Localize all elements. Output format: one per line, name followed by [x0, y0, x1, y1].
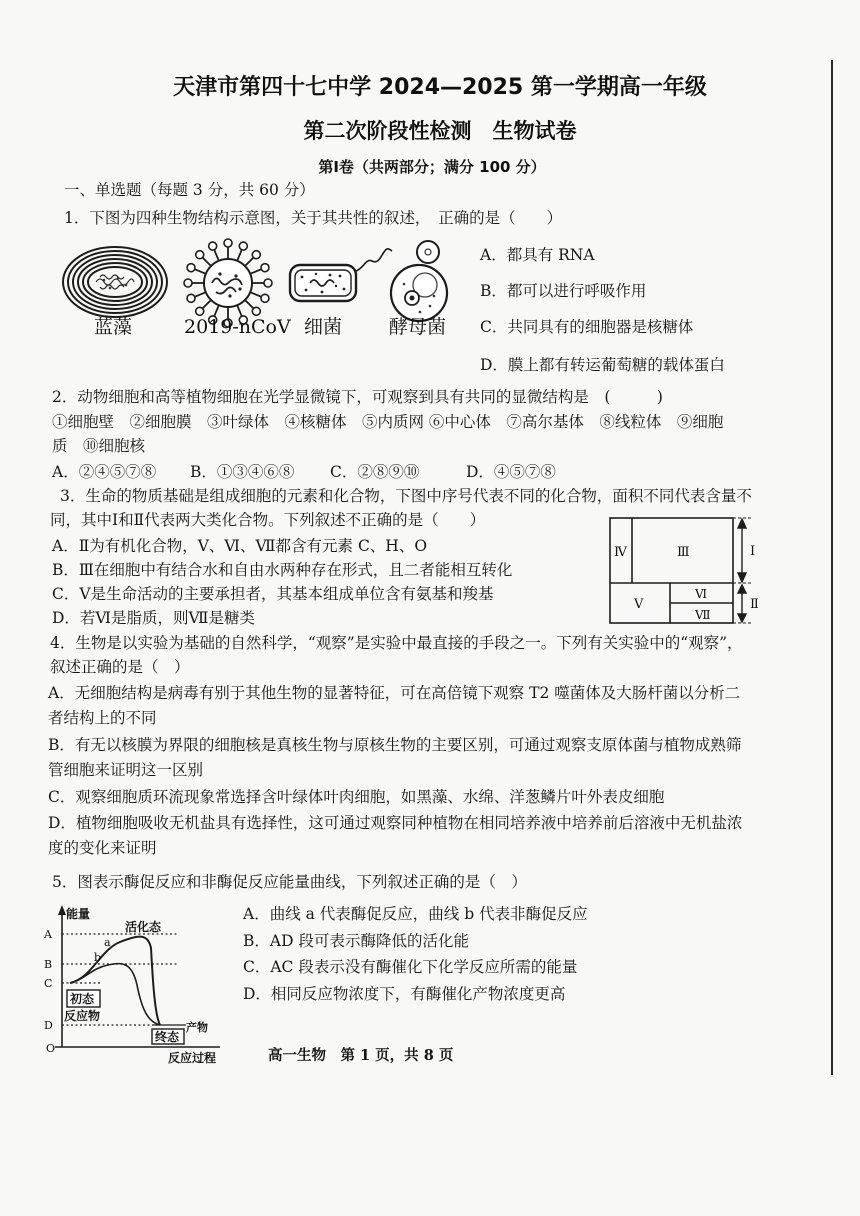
exam-title: 天津市第四十七中学 2024—2025 第一学期高一年级 — [173, 75, 707, 100]
q1-stem: 1．下图为四种生物结构示意图，关于其共性的叙述， 正确的是（ ） — [64, 209, 563, 227]
q3-option-c: C．Ⅴ是生命活动的主要承担者，其基本组成单位含有氨基和羧基 — [52, 585, 494, 603]
diagram-label-i: Ⅰ — [750, 544, 756, 559]
q2-option-d: D．④⑤⑦⑧ — [466, 463, 556, 481]
diagram-label-vi: Ⅵ — [695, 587, 708, 601]
compound-area-diagram — [600, 508, 770, 630]
page-footer: 高一生物 第 1 页，共 8 页 — [268, 1047, 454, 1064]
x-axis-label: 反应过程 — [168, 1051, 217, 1065]
q3-stem-line: 3．生命的物质基础是组成细胞的元素和化合物，下图中序号代表不同的化合物，面积不同代表含量不 — [60, 487, 752, 505]
figure-label-yeast: 酵母菌 — [389, 316, 447, 338]
q2-items-line: ①细胞壁 ②细胞膜 ③叶绿体 ④核糖体 ⑤内质网 ⑥中心体 ⑦高尔基体 ⑧线粒体 ⑨细胞 — [52, 413, 724, 431]
q5-option-d: D．相同反应物浓度下，有酶催化产物浓度更高 — [243, 985, 566, 1003]
spike-protein — [249, 262, 271, 277]
q4-option-c: C．观察细胞质环流现象常选择含叶绿体叶肉细胞，如黑藻、水绵、洋葱鳞片叶外表皮细胞 — [48, 788, 665, 806]
q1-option-c: C．共同具有的细胞器是核糖体 — [480, 318, 694, 336]
initial-state-label: 初态 — [70, 992, 95, 1006]
q5-option-a: A．曲线 a 代表酶促反应，曲线 b 代表非酶促反应 — [243, 905, 588, 923]
q3-option-b: B．Ⅲ在细胞中有结合水和自由水两种存在形式，且二者能相互转化 — [52, 561, 513, 579]
spike-protein — [252, 279, 272, 287]
spike-protein — [249, 288, 271, 303]
product-label: 产物 — [186, 1021, 208, 1034]
q1-option-a: A．都具有 RNA — [480, 246, 595, 264]
spike-protein — [207, 241, 222, 263]
spike-protein — [186, 262, 208, 277]
q4-option-d: D．植物细胞吸收无机盐具有选择性，这可通过观察同种植物在相同培养液中培养前后溶液中无机盐浓 — [48, 814, 743, 832]
spike-protein — [186, 288, 208, 303]
final-state-label: 终态 — [155, 1030, 180, 1044]
q2-option-b: B．①③④⑥⑧ — [190, 463, 295, 481]
diagram-label-iii: Ⅲ — [677, 545, 690, 560]
level-c-label: C — [44, 977, 53, 990]
diagram-label-ii: Ⅱ — [750, 597, 759, 612]
q4-option-b-cont: 管细胞来证明这一区别 — [48, 761, 204, 779]
origin-label: O — [46, 1042, 56, 1055]
q3-option-d: D．若Ⅵ是脂质，则Ⅶ是糖类 — [52, 609, 256, 627]
spike-protein — [233, 241, 248, 263]
q4-stem-line: 叙述正确的是（ ） — [50, 658, 190, 676]
curve-b-label: b — [94, 951, 102, 964]
figure-label-bacterium: 细菌 — [304, 316, 343, 338]
spike-protein — [184, 279, 204, 287]
curve-a-label: a — [104, 936, 111, 949]
cyanobacteria-figure — [60, 243, 172, 321]
volume-heading: 第Ⅰ卷（共两部分；满分 100 分） — [318, 158, 546, 176]
level-b-label: B — [44, 958, 53, 971]
section-heading: 一、单选题（每题 3 分，共 60 分） — [64, 181, 315, 199]
q2-stem: 2．动物细胞和高等植物细胞在光学显微镜下，可观察到具有共同的显微结构是 ( ) — [52, 388, 663, 406]
diagram-label-vii: Ⅶ — [695, 608, 711, 622]
activated-state-label: 活化态 — [125, 920, 162, 934]
q5-option-b: B．AD 段可表示酶降低的活化能 — [243, 932, 469, 950]
q1-option-b: B．都可以进行呼吸作用 — [480, 282, 647, 300]
bacterium-figure — [285, 248, 395, 306]
exam-subtitle: 第二次阶段性检测 生物试卷 — [303, 119, 577, 143]
q4-option-a: A．无细胞结构是病毒有别于其他生物的显著特征，可在高倍镜下观察 T2 噬菌体及大肠杆菌以分析二 — [48, 684, 741, 702]
q2-option-a: A．②④⑤⑦⑧ — [52, 463, 157, 481]
level-a-label: A — [44, 928, 52, 941]
diagram-label-v: Ⅴ — [634, 597, 644, 612]
q4-option-a-cont: 者结构上的不同 — [48, 709, 157, 727]
reactant-label: 反应物 — [64, 1009, 101, 1023]
q2-option-c: C．②⑧⑨⑩ — [330, 463, 420, 481]
spike-protein — [224, 239, 232, 259]
q3-stem-line: 同，其中Ⅰ和Ⅱ代表两大类化合物。下列叙述不正确的是（ ） — [50, 511, 486, 529]
energy-curve-diagram — [30, 898, 240, 1068]
diagram-label-iv: Ⅳ — [614, 545, 627, 560]
q4-option-b: B．有无以核膜为界限的细胞核是真核生物与原核生物的主要区别，可通过观察支原体菌与植物成熟筛 — [48, 736, 742, 754]
yeast-figure — [386, 238, 452, 324]
q3-option-a: A．Ⅱ为有机化合物，Ⅴ、Ⅵ、Ⅶ都含有元素 C、H、O — [52, 537, 428, 555]
q4-option-d-cont: 度的变化来证明 — [48, 839, 157, 857]
q5-stem: 5．图表示酶促反应和非酶促反应能量曲线，下列叙述正确的是（ ） — [52, 873, 527, 891]
page-right-border — [831, 60, 833, 1075]
figure-label-cyanobacteria: 蓝藻 — [94, 316, 133, 338]
level-d-label: D — [44, 1019, 53, 1032]
q2-items-line: 质 ⑩细胞核 — [52, 437, 146, 455]
q1-option-d: D．膜上都有转运葡萄糖的载体蛋白 — [480, 356, 725, 374]
q5-option-c: C．AC 段表示没有酶催化下化学反应所需的能量 — [243, 958, 578, 976]
figure-label-coronavirus: 2019-nCoV — [184, 316, 291, 338]
q4-stem-line: 4．生物是以实验为基础的自然科学，“观察”是实验中最直接的手段之一。下列有关实验中的“观察”， — [50, 634, 743, 652]
y-axis-label: 能量 — [66, 907, 91, 921]
